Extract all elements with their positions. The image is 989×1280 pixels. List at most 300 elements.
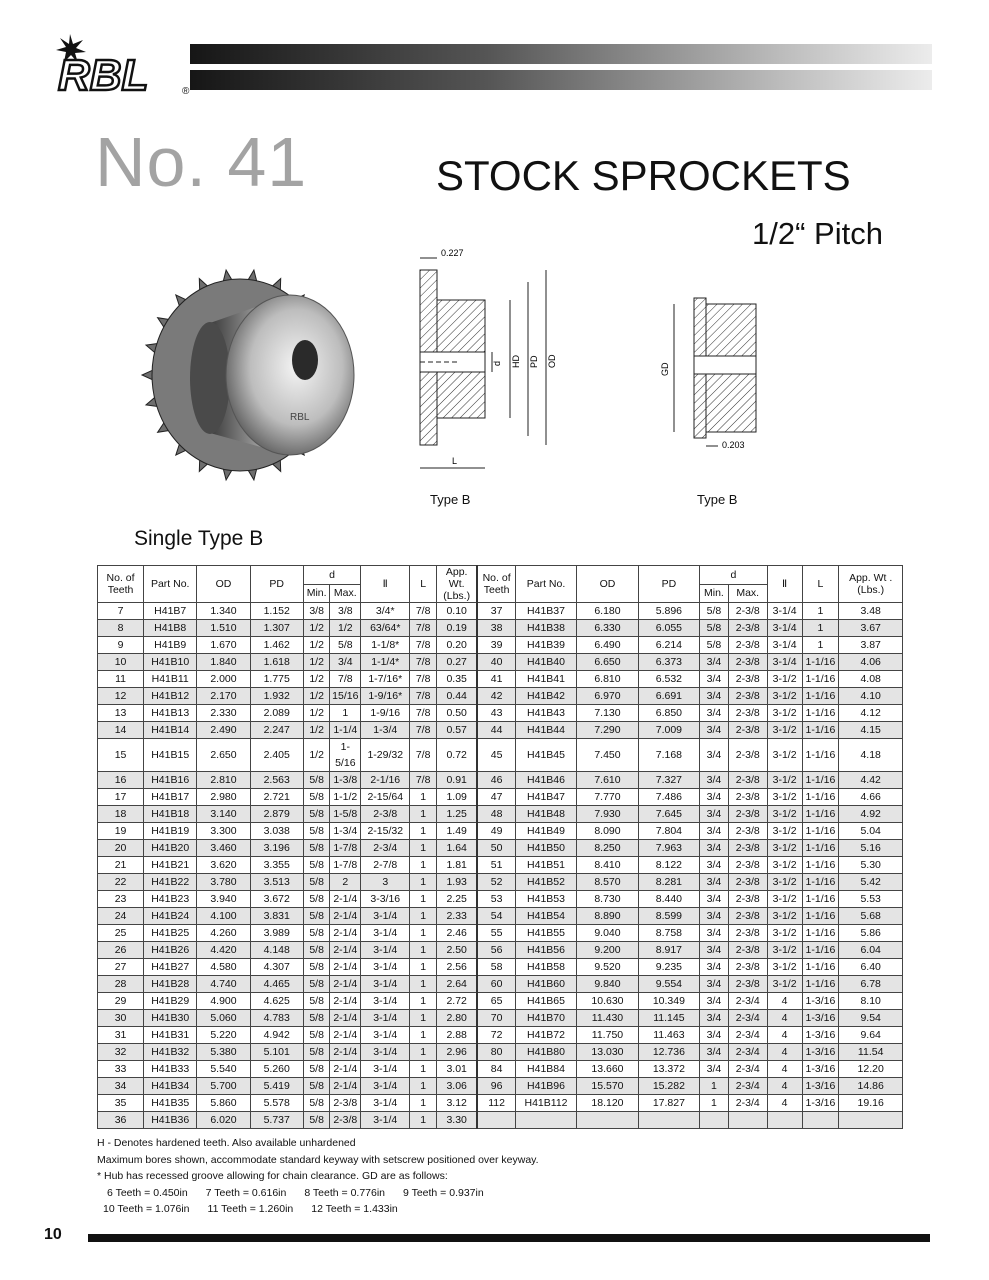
table-cell: 3.989 <box>250 925 303 942</box>
header-d-max-right: Max. <box>728 584 767 603</box>
table-cell: 7.804 <box>638 823 699 840</box>
table-row <box>98 823 903 840</box>
table-cell: 2-3/8 <box>728 857 767 874</box>
table-cell: 9.840 <box>577 976 638 993</box>
table-cell: 63/64* <box>361 620 410 637</box>
table-cell: 7.930 <box>577 806 638 823</box>
table-cell: H41B22 <box>144 874 197 891</box>
table-cell: 56 <box>477 942 515 959</box>
table-cell: 5/8 <box>303 789 330 806</box>
table-cell: 7/8 <box>410 688 437 705</box>
header-d-min: Min. <box>303 584 330 603</box>
table-row <box>98 874 903 891</box>
table-cell: 10.349 <box>638 993 699 1010</box>
table-cell: 40 <box>477 654 515 671</box>
header-hd: Ⅱ <box>361 566 410 603</box>
table-cell: 4.260 <box>197 925 250 942</box>
table-cell: 7/8 <box>410 671 437 688</box>
table-cell: H41B26 <box>144 942 197 959</box>
table-cell: 2.46 <box>436 925 477 942</box>
table-cell: 1-1/16 <box>802 959 839 976</box>
table-cell: 5.700 <box>197 1078 250 1095</box>
table-cell: 3/8 <box>303 603 330 620</box>
table-cell: 96 <box>477 1078 515 1095</box>
table-cell: 5/8 <box>303 823 330 840</box>
table-cell: 5.896 <box>638 603 699 620</box>
table-cell: 5.578 <box>250 1095 303 1112</box>
table-cell: 3/4 <box>700 1010 729 1027</box>
table-cell: 2.563 <box>250 772 303 789</box>
table-cell: 5/8 <box>303 1044 330 1061</box>
table-cell: 5/8 <box>303 976 330 993</box>
table-cell: 2-1/4 <box>330 959 361 976</box>
table-cell: 3-1/2 <box>767 772 802 789</box>
table-cell: H41B112 <box>515 1095 576 1112</box>
table-cell: 2-1/4 <box>330 942 361 959</box>
table-cell: 6.78 <box>839 976 903 993</box>
table-cell: 2-3/8 <box>728 942 767 959</box>
table-cell: H41B12 <box>144 688 197 705</box>
table-row <box>98 908 903 925</box>
table-row <box>98 1095 903 1112</box>
table-cell: 1 <box>410 942 437 959</box>
table-cell: 9.235 <box>638 959 699 976</box>
table-cell: 2-1/16 <box>361 772 410 789</box>
table-cell: 3-1/4 <box>361 908 410 925</box>
table-cell: 9.554 <box>638 976 699 993</box>
table-cell: 5/8 <box>303 874 330 891</box>
table-cell: 4.148 <box>250 942 303 959</box>
table-cell: 1-3/16 <box>802 1044 839 1061</box>
table-cell: 70 <box>477 1010 515 1027</box>
header-weight-right: App. Wt . (Lbs.) <box>839 566 903 603</box>
caption-type-b-left: Type B <box>430 492 471 507</box>
table-cell: 13.030 <box>577 1044 638 1061</box>
table-cell: 1-9/16 <box>361 705 410 722</box>
table-cell: H41B33 <box>144 1061 197 1078</box>
table-cell: 1-1/16 <box>802 823 839 840</box>
table-cell: 6.330 <box>577 620 638 637</box>
table-cell: 8 <box>98 620 144 637</box>
table-cell: 2-3/4 <box>361 840 410 857</box>
table-cell: H41B13 <box>144 705 197 722</box>
table-cell: 1/2 <box>303 637 330 654</box>
table-cell: 1 <box>410 874 437 891</box>
table-cell: 11.54 <box>839 1044 903 1061</box>
table-cell: 8.570 <box>577 874 638 891</box>
table-cell: 3.30 <box>436 1112 477 1129</box>
table-cell: 3.300 <box>197 823 250 840</box>
sprocket-spec-table <box>97 565 903 1129</box>
table-cell: 3.12 <box>436 1095 477 1112</box>
table-cell: 58 <box>477 959 515 976</box>
table-cell: 7.770 <box>577 789 638 806</box>
table-cell: 2-1/4 <box>330 891 361 908</box>
table-cell: 31 <box>98 1027 144 1044</box>
table-cell: 3/4 <box>330 654 361 671</box>
type-b-groove-drawing <box>652 284 782 454</box>
table-row <box>98 654 903 671</box>
table-cell: 3-1/2 <box>767 806 802 823</box>
table-cell: 3/4 <box>700 840 729 857</box>
table-cell: 1-1/4* <box>361 654 410 671</box>
table-cell: 32 <box>98 1044 144 1061</box>
table-cell: H41B7 <box>144 603 197 620</box>
table-cell: 3-1/4 <box>361 1061 410 1078</box>
table-cell: 30 <box>98 1010 144 1027</box>
table-cell: 9.520 <box>577 959 638 976</box>
table-cell: 38 <box>477 620 515 637</box>
table-cell: 3/4 <box>700 789 729 806</box>
table-cell: H41B46 <box>515 772 576 789</box>
table-cell: 7/8 <box>410 637 437 654</box>
table-cell: 2.96 <box>436 1044 477 1061</box>
header-od-right: OD <box>577 566 638 603</box>
sprocket-illustration <box>140 255 380 495</box>
table-cell: H41B44 <box>515 722 576 739</box>
table-cell: 2-3/8 <box>728 603 767 620</box>
table-cell: 72 <box>477 1027 515 1044</box>
table-row <box>98 1112 903 1129</box>
table-cell: H41B16 <box>144 772 197 789</box>
table-cell: 2-3/8 <box>728 925 767 942</box>
table-cell: 0.27 <box>436 654 477 671</box>
table-cell: 2-1/4 <box>330 925 361 942</box>
table-cell: 8.730 <box>577 891 638 908</box>
table-cell: 1/2 <box>303 722 330 739</box>
table-cell: 3-1/4 <box>361 1027 410 1044</box>
table-cell: 5/8 <box>303 925 330 942</box>
table-cell: 1-1/16 <box>802 891 839 908</box>
table-cell: 2.50 <box>436 942 477 959</box>
table-cell: H41B14 <box>144 722 197 739</box>
table-cell: 1 <box>700 1078 729 1095</box>
table-cell: 29 <box>98 993 144 1010</box>
table-cell: 5/8 <box>303 1095 330 1112</box>
table-cell: 1.93 <box>436 874 477 891</box>
caption-type-b-right: Type B <box>697 492 738 507</box>
table-cell: 2-3/4 <box>728 1061 767 1078</box>
table-cell: 2-3/8 <box>728 806 767 823</box>
table-row <box>98 1010 903 1027</box>
table-cell: 10.630 <box>577 993 638 1010</box>
table-cell: 3/4 <box>700 739 729 772</box>
table-cell: 3/4 <box>700 1044 729 1061</box>
table-cell: H41B37 <box>515 603 576 620</box>
table-cell: 6.180 <box>577 603 638 620</box>
table-cell: 4 <box>767 1010 802 1027</box>
table-cell: 2-3/8 <box>361 806 410 823</box>
table-cell: 3-1/2 <box>767 823 802 840</box>
table-cell: H41B48 <box>515 806 576 823</box>
table-cell: 3.831 <box>250 908 303 925</box>
table-cell: 23 <box>98 891 144 908</box>
table-cell: 3-1/4 <box>767 620 802 637</box>
table-cell: 1 <box>410 823 437 840</box>
table-cell: 5/8 <box>303 908 330 925</box>
table-cell: H41B17 <box>144 789 197 806</box>
table-cell: 1 <box>410 789 437 806</box>
table-cell: H41B31 <box>144 1027 197 1044</box>
table-cell: 6.055 <box>638 620 699 637</box>
table-cell: 7.009 <box>638 722 699 739</box>
table-cell: H41B55 <box>515 925 576 942</box>
table-cell: 7.450 <box>577 739 638 772</box>
table-cell: 3/4 <box>700 976 729 993</box>
table-cell: 5.220 <box>197 1027 250 1044</box>
table-cell: 2-3/8 <box>728 671 767 688</box>
table-cell: 15.570 <box>577 1078 638 1095</box>
table-cell: 4.465 <box>250 976 303 993</box>
table-cell: 1.932 <box>250 688 303 705</box>
table-cell: 2-3/8 <box>728 874 767 891</box>
table-cell: 8.250 <box>577 840 638 857</box>
table-cell: 8.090 <box>577 823 638 840</box>
table-cell: 1/2 <box>303 654 330 671</box>
table-cell: 2.650 <box>197 739 250 772</box>
table-cell: H41B10 <box>144 654 197 671</box>
table-cell: 3-1/2 <box>767 789 802 806</box>
table-cell: 0.57 <box>436 722 477 739</box>
table-cell: 7.130 <box>577 705 638 722</box>
table-cell: 3/4 <box>700 959 729 976</box>
table-cell: 3-1/2 <box>767 840 802 857</box>
table-cell: H41B54 <box>515 908 576 925</box>
table-cell: 1 <box>410 891 437 908</box>
table-cell: 1 <box>410 976 437 993</box>
table-cell: 3.196 <box>250 840 303 857</box>
table-cell: H41B40 <box>515 654 576 671</box>
gd-values-row-1: 6 Teeth = 0.450in 7 Teeth = 0.616in 8 Teeth = 0.776in 9 Teeth = 0.937in <box>107 1186 484 1199</box>
table-cell: 19 <box>98 823 144 840</box>
table-cell: 2.64 <box>436 976 477 993</box>
table-cell: 3.67 <box>839 620 903 637</box>
table-cell: 1-1/16 <box>802 705 839 722</box>
table-cell: 1.81 <box>436 857 477 874</box>
table-cell: 4.42 <box>839 772 903 789</box>
table-cell: 2-3/4 <box>728 1027 767 1044</box>
table-cell: 1.462 <box>250 637 303 654</box>
table-cell: 2-3/4 <box>728 993 767 1010</box>
table-cell: 2.000 <box>197 671 250 688</box>
table-cell: 7/8 <box>410 620 437 637</box>
table-cell: 1 <box>410 1112 437 1129</box>
table-row <box>98 959 903 976</box>
dim-0227: 0.227 <box>441 248 464 258</box>
table-cell: 7/8 <box>410 705 437 722</box>
table-cell: 7.290 <box>577 722 638 739</box>
table-cell: 8.281 <box>638 874 699 891</box>
table-cell: 1.618 <box>250 654 303 671</box>
table-cell: 3/4 <box>700 857 729 874</box>
table-row <box>98 1078 903 1095</box>
table-row <box>98 620 903 637</box>
table-cell: 2-3/4 <box>728 1044 767 1061</box>
table-cell: 4.66 <box>839 789 903 806</box>
table-cell: 4 <box>767 993 802 1010</box>
table-cell: 5.42 <box>839 874 903 891</box>
table-cell: 2-3/8 <box>728 772 767 789</box>
table-cell: 55 <box>477 925 515 942</box>
table-cell: 2-1/4 <box>330 1044 361 1061</box>
table-cell: 1 <box>410 806 437 823</box>
table-cell: 2.089 <box>250 705 303 722</box>
table-cell: 5/8 <box>303 942 330 959</box>
table-cell: 4 <box>767 1027 802 1044</box>
table-cell: 2-7/8 <box>361 857 410 874</box>
table-cell: 4.580 <box>197 959 250 976</box>
table-cell: 80 <box>477 1044 515 1061</box>
table-cell: 4.625 <box>250 993 303 1010</box>
table-cell: 1-1/16 <box>802 942 839 959</box>
dim-d-label: d <box>492 360 502 366</box>
table-cell: 1-29/32 <box>361 739 410 772</box>
table-cell: 0.10 <box>436 603 477 620</box>
table-cell: 15/16 <box>330 688 361 705</box>
header-l: L <box>410 566 437 603</box>
table-cell: 4.15 <box>839 722 903 739</box>
table-cell: 1.840 <box>197 654 250 671</box>
table-cell: 11.463 <box>638 1027 699 1044</box>
table-cell: 3/4 <box>700 688 729 705</box>
table-cell: 1-1/16 <box>802 671 839 688</box>
table-cell: 0.35 <box>436 671 477 688</box>
table-cell: 1 <box>410 925 437 942</box>
dim-hd-label: HD <box>511 355 521 368</box>
table-cell: 5.101 <box>250 1044 303 1061</box>
table-cell: 7.610 <box>577 772 638 789</box>
table-cell: 4.18 <box>839 739 903 772</box>
table-cell: 5/8 <box>303 1112 330 1129</box>
table-cell: 1-1/16 <box>802 857 839 874</box>
table-cell: 3/4 <box>700 654 729 671</box>
table-cell: 1 <box>802 603 839 620</box>
table-row <box>98 671 903 688</box>
table-cell: 2-3/8 <box>728 654 767 671</box>
table-cell: 28 <box>98 976 144 993</box>
table-cell: 3-1/4 <box>361 925 410 942</box>
table-cell: 2.170 <box>197 688 250 705</box>
table-cell: 4.12 <box>839 705 903 722</box>
table-cell: 15.282 <box>638 1078 699 1095</box>
table-cell: 3.620 <box>197 857 250 874</box>
table-cell: 50 <box>477 840 515 857</box>
table-cell: 0.44 <box>436 688 477 705</box>
table-cell: H41B32 <box>144 1044 197 1061</box>
table-cell: 65 <box>477 993 515 1010</box>
table-cell: 0.20 <box>436 637 477 654</box>
footer-rule <box>88 1234 930 1242</box>
table-cell: 2-3/8 <box>728 840 767 857</box>
table-cell: 3.460 <box>197 840 250 857</box>
table-row <box>98 857 903 874</box>
table-cell: 1 <box>410 1044 437 1061</box>
table-cell: 1 <box>410 959 437 976</box>
table-cell: 3/4 <box>700 993 729 1010</box>
table-cell: 48 <box>477 806 515 823</box>
table-cell: 2.721 <box>250 789 303 806</box>
table-cell: 5.419 <box>250 1078 303 1095</box>
header-bar-top <box>190 44 932 64</box>
table-cell: 1 <box>410 1027 437 1044</box>
table-cell: H41B60 <box>515 976 576 993</box>
table-cell: H41B45 <box>515 739 576 772</box>
table-cell: H41B65 <box>515 993 576 1010</box>
table-cell: 4.900 <box>197 993 250 1010</box>
table-cell <box>477 1112 515 1129</box>
table-cell: 3-1/2 <box>767 959 802 976</box>
table-cell: 7.327 <box>638 772 699 789</box>
table-cell: 1 <box>410 1095 437 1112</box>
table-cell: 5.04 <box>839 823 903 840</box>
table-cell: 6.490 <box>577 637 638 654</box>
table-row <box>98 603 903 620</box>
table-cell: H41B15 <box>144 739 197 772</box>
table-cell: 3/4 <box>700 874 729 891</box>
table-cell: 15 <box>98 739 144 772</box>
table-cell: 3-3/16 <box>361 891 410 908</box>
table-cell: 3-1/4 <box>767 603 802 620</box>
table-cell: 52 <box>477 874 515 891</box>
table-cell: 0.91 <box>436 772 477 789</box>
table-cell: 0.50 <box>436 705 477 722</box>
table-cell: 1-5/16 <box>330 739 361 772</box>
dim-gd-label: GD <box>660 362 670 376</box>
table-cell: 51 <box>477 857 515 874</box>
table-cell: 2.405 <box>250 739 303 772</box>
table-cell: 2.88 <box>436 1027 477 1044</box>
table-cell: 1/2 <box>303 739 330 772</box>
table-cell: 3.513 <box>250 874 303 891</box>
table-cell: H41B27 <box>144 959 197 976</box>
registered-mark: ® <box>182 86 190 97</box>
table-cell: 4 <box>767 1078 802 1095</box>
table-cell: H41B20 <box>144 840 197 857</box>
table-cell: 12.20 <box>839 1061 903 1078</box>
table-cell: 1 <box>410 993 437 1010</box>
table-cell: 2-3/8 <box>728 976 767 993</box>
table-cell: 7.168 <box>638 739 699 772</box>
table-cell: 7/8 <box>330 671 361 688</box>
table-cell: 14.86 <box>839 1078 903 1095</box>
table-cell: 3/4 <box>700 772 729 789</box>
table-cell: 6.532 <box>638 671 699 688</box>
table-cell <box>515 1112 576 1129</box>
table-cell: 1.775 <box>250 671 303 688</box>
table-cell: 7/8 <box>410 603 437 620</box>
table-row <box>98 722 903 739</box>
table-cell: 6.970 <box>577 688 638 705</box>
table-row <box>98 705 903 722</box>
header-pd-right: PD <box>638 566 699 603</box>
table-cell: H41B56 <box>515 942 576 959</box>
table-cell: 2.72 <box>436 993 477 1010</box>
table-cell: H41B8 <box>144 620 197 637</box>
table-cell: 3-1/4 <box>767 654 802 671</box>
table-cell: 3-1/2 <box>767 908 802 925</box>
table-cell: 7 <box>98 603 144 620</box>
table-row <box>98 772 903 789</box>
table-cell: 6.373 <box>638 654 699 671</box>
table-cell: 4 <box>767 1044 802 1061</box>
table-cell: 1-7/8 <box>330 840 361 857</box>
table-cell: 20 <box>98 840 144 857</box>
table-cell: H41B39 <box>515 637 576 654</box>
table-cell: 2.56 <box>436 959 477 976</box>
table-cell: 5/8 <box>303 857 330 874</box>
table-cell: 36 <box>98 1112 144 1129</box>
table-cell: 5/8 <box>303 1061 330 1078</box>
